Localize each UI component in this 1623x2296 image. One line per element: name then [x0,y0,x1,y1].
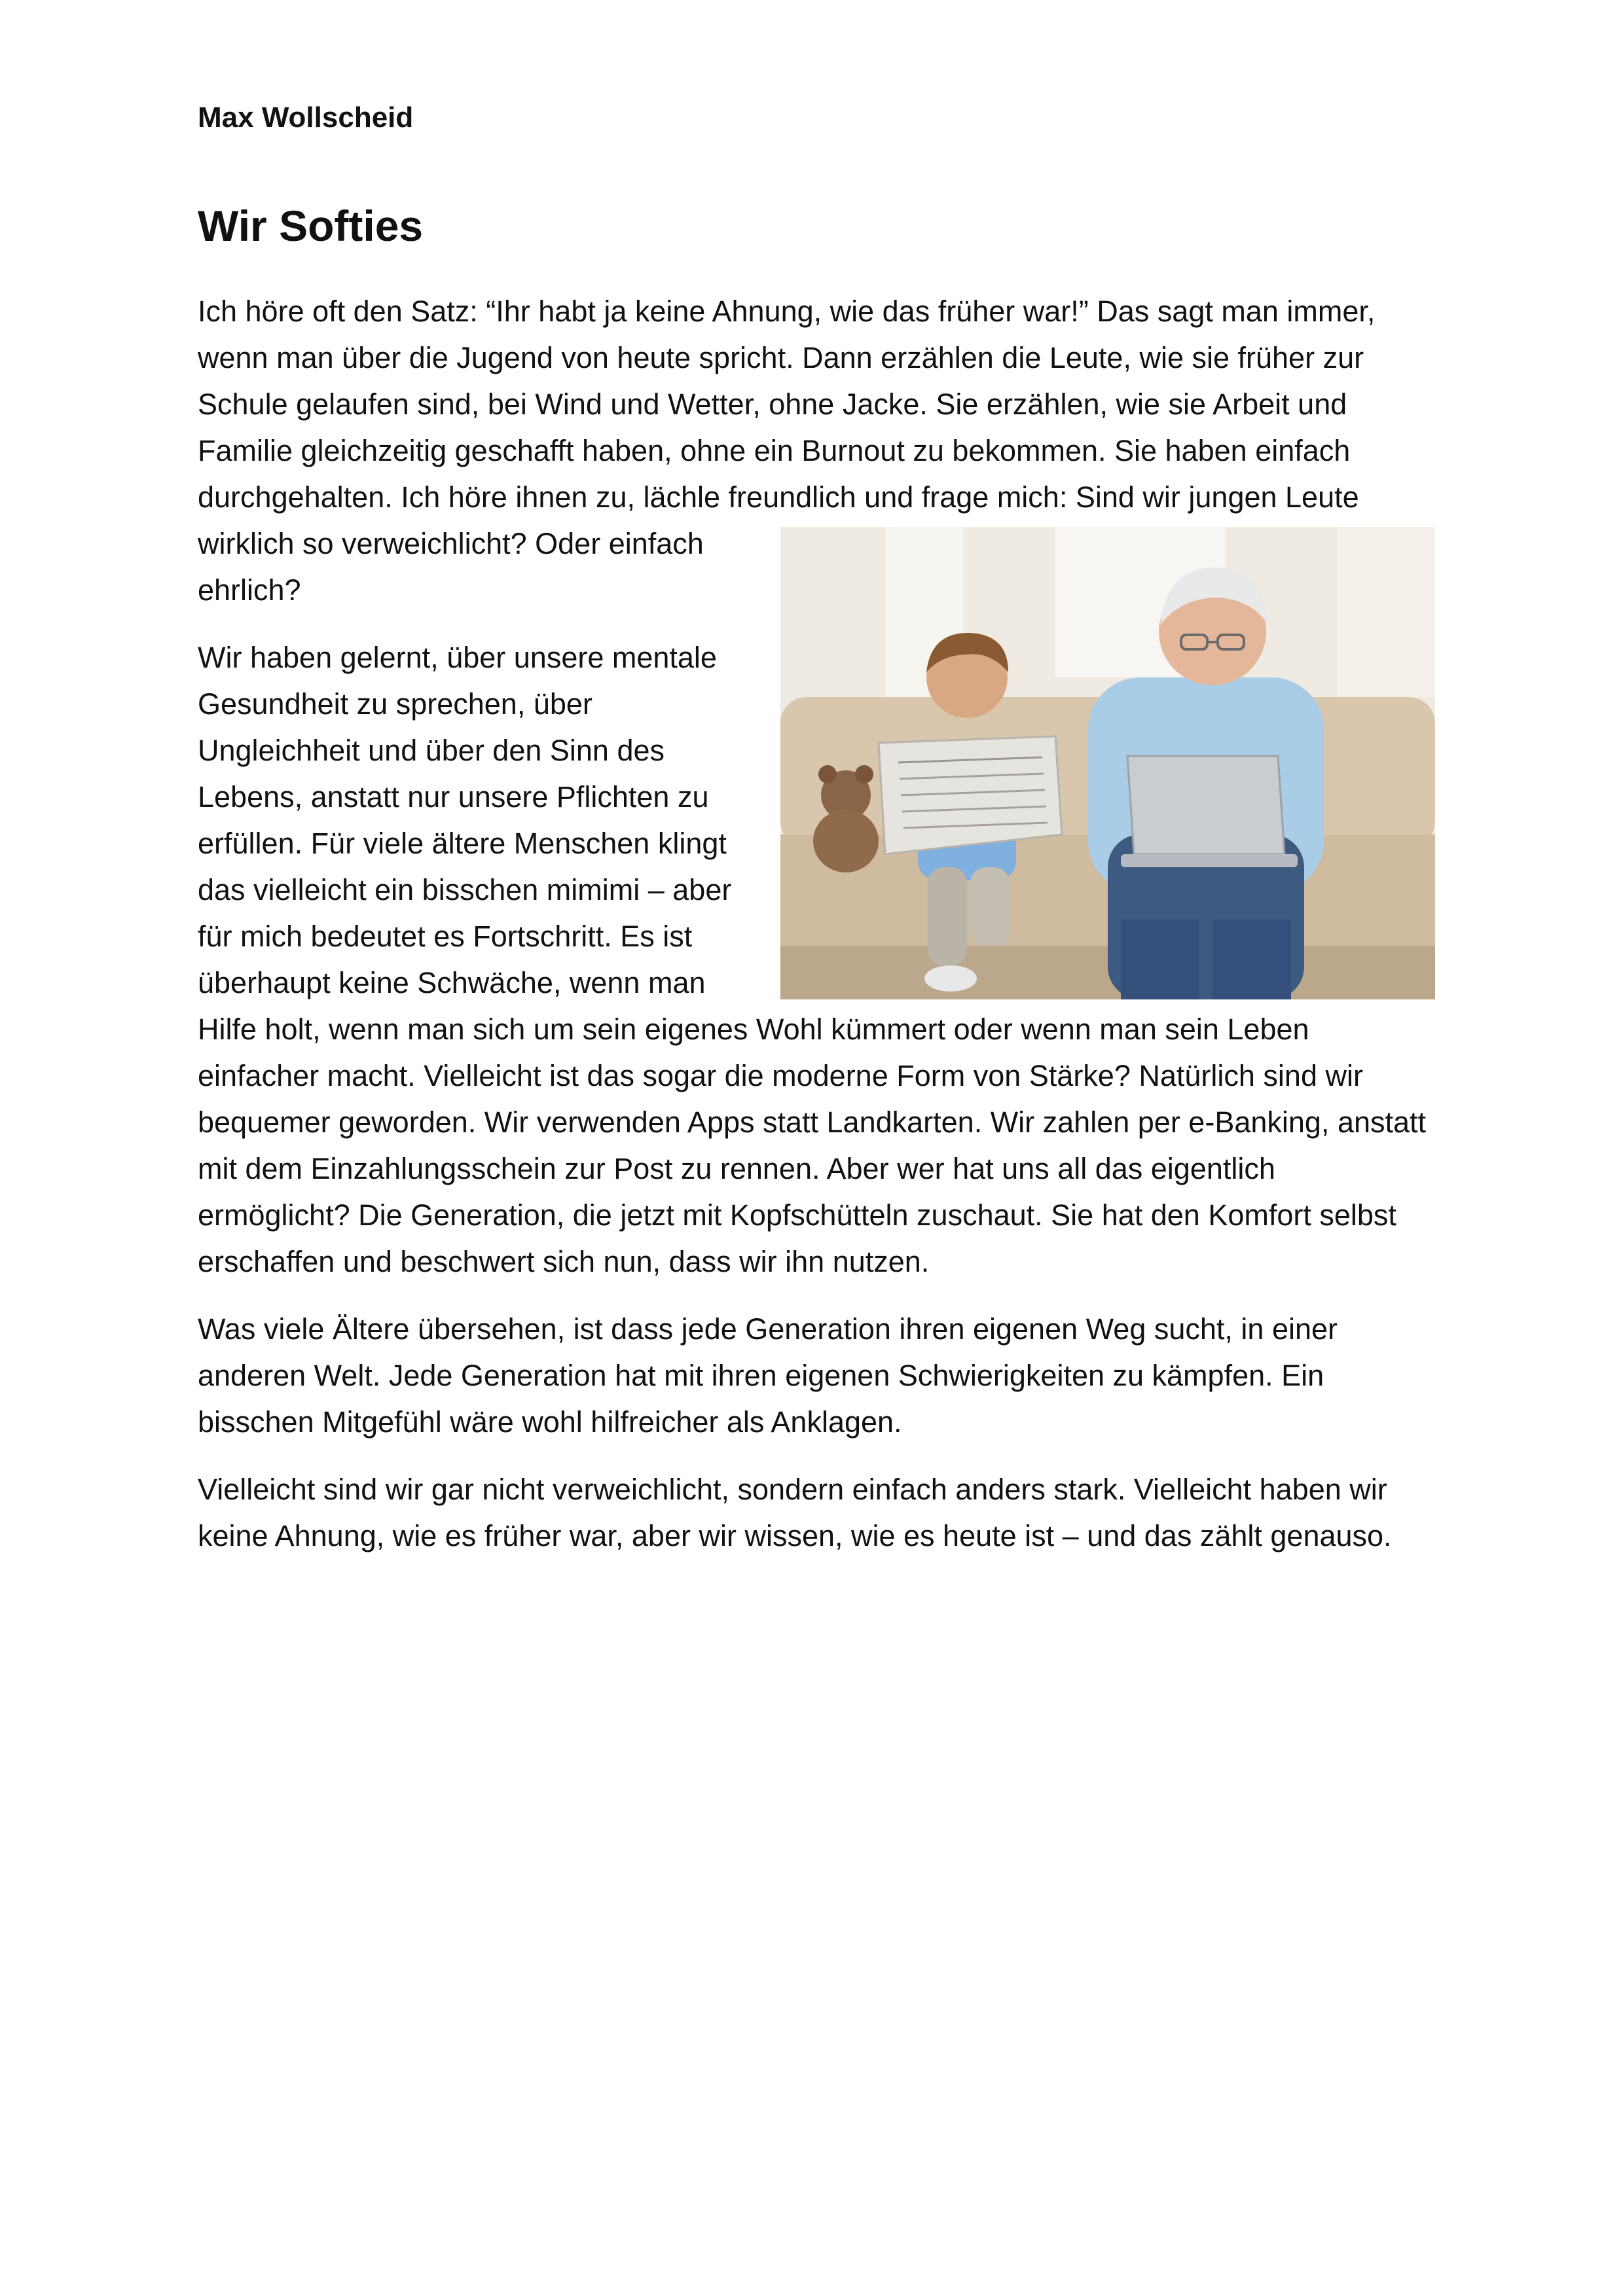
paragraph-1-text-after-image: wirklich so verweichlicht? Oder einfach ehrlich? [198,527,704,607]
paragraph-1 [198,288,1435,613]
paragraph-1-text-before-image: Ich höre oft den Satz: “Ihr habt ja keine Ahnung, wie das früher war!” Das sagt man immer, wenn man über die Jugend von heute spricht. Dann erzählen die Leute, wie sie früher zur Schule gelaufen sind, bei Wind und Wetter, ohne Jacke. Sie erzählen, wie sie Arbeit und Familie gleichzeitig geschafft haben, ohne ein Burnout zu bekommen. Sie haben einfach durchgehalten. Ich höre ihnen zu, lächle freundlich und frage mich: Sind wir jungen Leute [198,295,1376,514]
article-title: Wir Softies [198,202,424,250]
author-name: Max Wollscheid [198,101,414,134]
paragraph-2: Wir haben gelernt, über unsere mentale Gesundheit zu sprechen, über Ungleichheit und über den Sinn des Lebens, anstatt nur unsere Pflichten zu erfüllen. Für viele ältere Menschen klingt das vielleicht ein bisschen mimimi – aber für mich bedeutet es Fortschritt. Es ist überhaupt keine Schwäche, wenn man Hilfe holt, wenn man sich um sein eigenes Wohl kümmert oder wenn man sein Leben einfacher macht. Vielleicht ist das sogar die moderne Form von Stärke? Natürlich sind wir bequemer geworden. Wir verwenden Apps statt Landkarten. Wir zahlen per e-Banking, anstatt mit dem Einzahlungsschein zur Post zu rennen. Aber wer hat uns all das eigentlich ermöglicht? Die Generation, die jetzt mit Kopfschütteln zuschaut. Sie hat den Komfort selbst erschaffen und beschwert sich nun, dass wir ihn nutzen. [198,641,1427,1278]
article-body [198,288,1435,1580]
article-photo [780,527,1435,999]
grandfather-and-boy-on-sofa-photo [780,527,1435,999]
paragraph-4: Vielleicht sind wir gar nicht verweichlicht, sondern einfach anders stark. Vielleicht haben wir keine Ahnung, wie es früher war, aber wir wissen, wie es heute ist – und das zählt genauso. [198,1473,1392,1552]
paragraph-3: Was viele Ältere übersehen, ist dass jede Generation ihren eigenen Weg sucht, in einer anderen Welt. Jede Generation hat mit ihren eigenen Schwierigkeiten zu kämpfen. Ein bisschen Mitgefühl wäre wohl hilfreicher als Anklagen. [198,1312,1338,1439]
